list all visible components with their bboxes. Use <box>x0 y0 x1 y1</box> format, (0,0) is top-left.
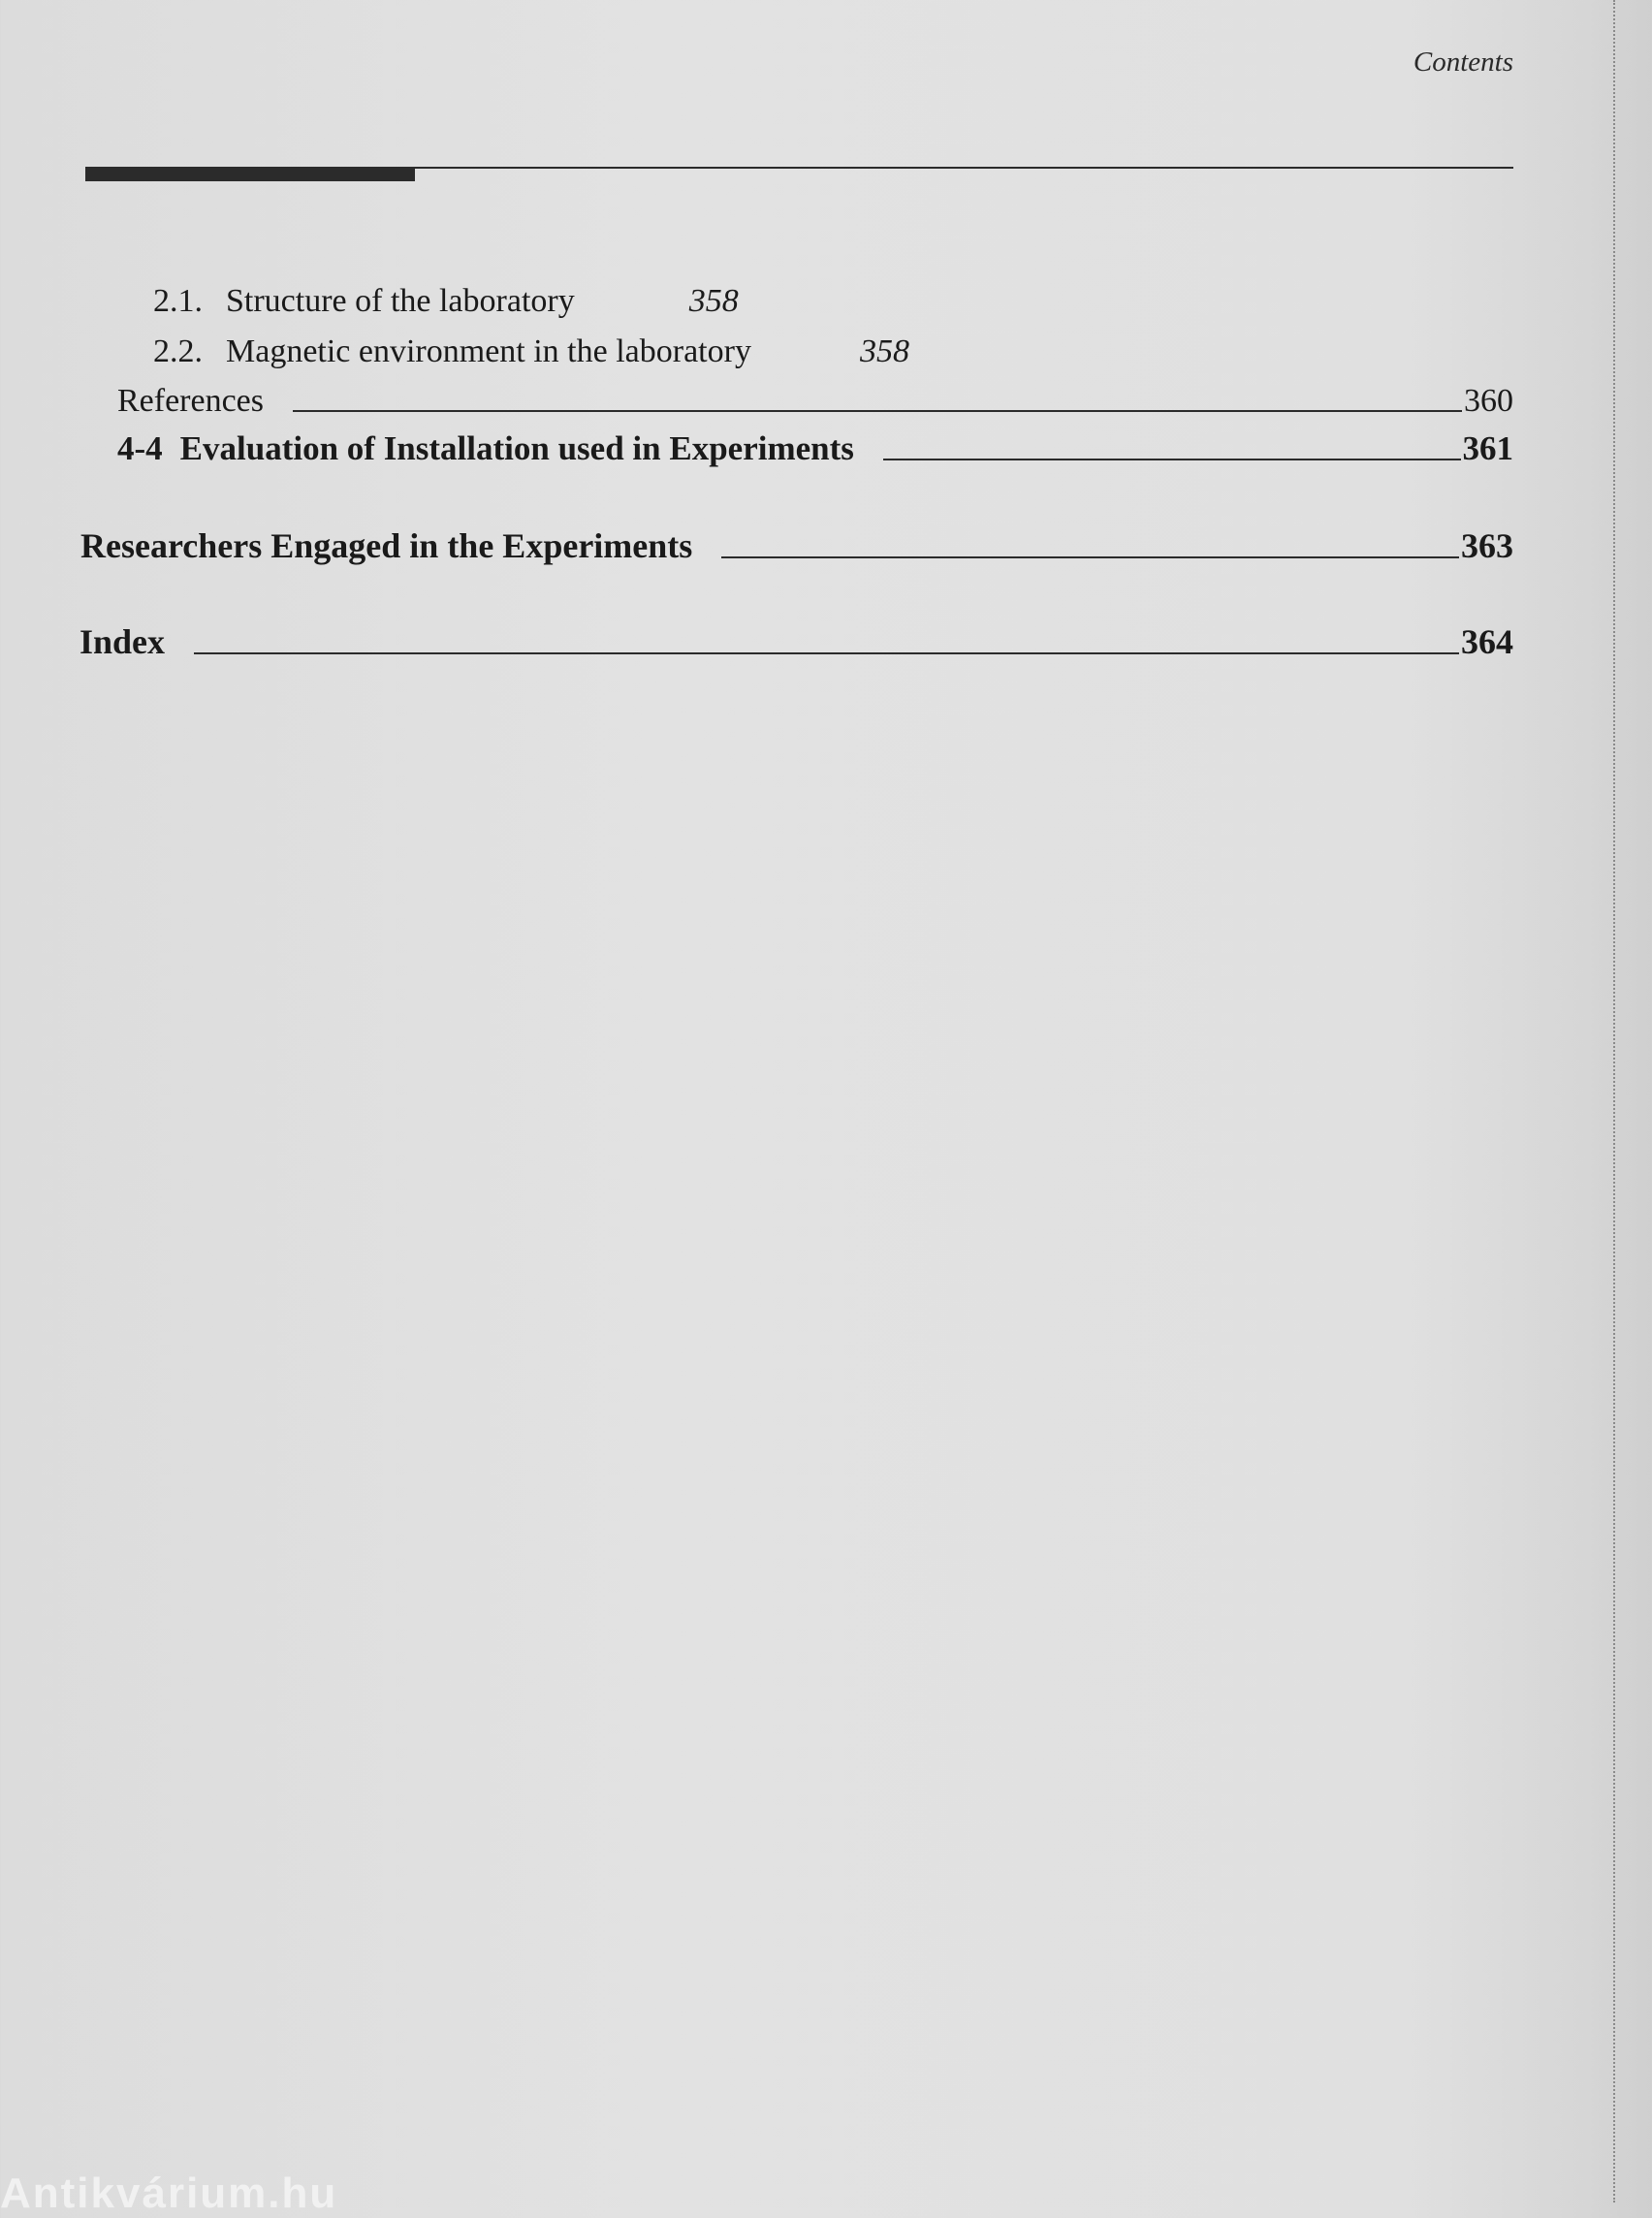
toc-entry-number: 2.1. <box>153 283 203 319</box>
page-edge <box>1613 0 1617 2202</box>
toc-entry-page: 363 <box>1461 526 1513 565</box>
dot-leader <box>194 652 1459 654</box>
dot-leader <box>721 556 1459 558</box>
toc-entry-4-4[interactable] <box>117 429 1513 468</box>
toc-entry-page: 364 <box>1461 622 1513 661</box>
toc-entry-number: 4-4 <box>117 429 163 467</box>
toc-entry-2-1[interactable] <box>153 283 739 320</box>
toc-entry-page: 358 <box>859 333 909 369</box>
toc-entry-title: Magnetic environment in the laboratory <box>226 333 751 369</box>
dot-leader <box>293 410 1462 412</box>
running-head: Contents <box>1413 47 1513 78</box>
toc-entry-2-2[interactable] <box>153 333 909 370</box>
dot-leader <box>883 459 1461 460</box>
toc-entry-title: Evaluation of Installation used in Experiments <box>179 429 854 467</box>
toc-entry-index[interactable] <box>79 621 1513 662</box>
watermark: Antikvárium.hu <box>0 2170 338 2217</box>
toc-entry-references[interactable] <box>117 383 1513 420</box>
toc-entry-title: Researchers Engaged in the Experiments <box>80 526 693 565</box>
toc-entry-page: 360 <box>1464 383 1513 419</box>
toc-entry-title: Structure of the laboratory <box>226 283 575 319</box>
toc-entry-researchers[interactable] <box>80 525 1513 566</box>
toc-entry-number: 2.2. <box>153 333 203 369</box>
toc-entry-page: 358 <box>688 283 739 319</box>
toc-entry-title: Index <box>79 622 166 661</box>
toc-entry-title: References <box>117 383 265 419</box>
toc-entry-page: 361 <box>1462 429 1513 467</box>
header-rule-accent <box>85 168 415 181</box>
